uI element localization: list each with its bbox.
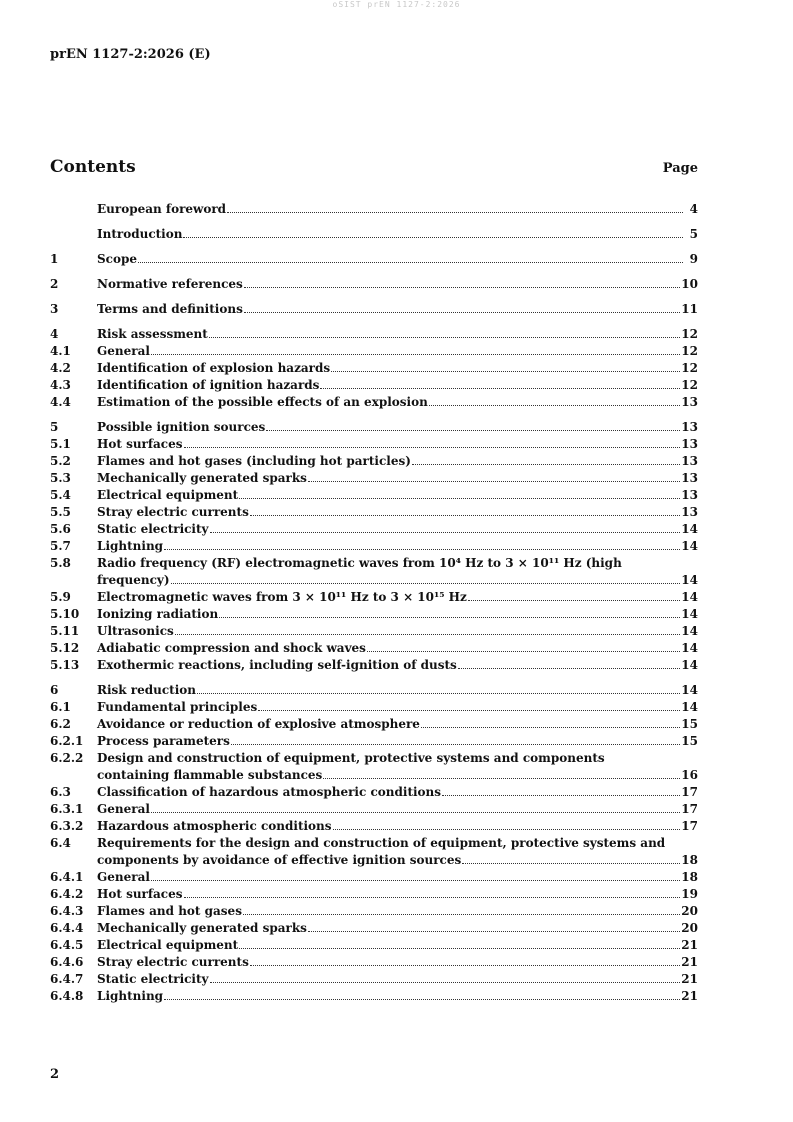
toc-entry-number: 6.4.1 — [50, 870, 84, 884]
toc-entry-title: Static electricity — [97, 972, 209, 986]
toc-entry[interactable] — [50, 606, 698, 623]
toc-entry-number: 5.8 — [50, 556, 71, 570]
toc-entry-title: Flames and hot gases (including hot particles) — [97, 454, 411, 468]
toc-entry[interactable] — [50, 419, 698, 436]
toc-entry-title: Flames and hot gases — [97, 904, 242, 918]
toc-entry[interactable] — [50, 301, 698, 318]
dot-leader — [320, 388, 680, 389]
toc-entry-number: 4.3 — [50, 378, 71, 392]
dot-leader — [308, 481, 680, 482]
toc-entry-page: 5 — [689, 227, 698, 241]
toc-entry[interactable] — [50, 971, 698, 988]
toc-entry-title: Static electricity — [97, 522, 209, 536]
toc-entry-title: Exothermic reactions, including self-ignition of dusts — [97, 658, 457, 672]
dot-leader — [458, 668, 681, 669]
dot-leader — [442, 795, 680, 796]
toc-entry[interactable] — [50, 869, 698, 886]
dot-leader — [468, 600, 680, 601]
toc-entry-number: 6.3 — [50, 785, 71, 799]
toc-entry[interactable] — [50, 886, 698, 903]
toc-entry[interactable] — [50, 251, 698, 268]
toc-entry-number: 5.4 — [50, 488, 71, 502]
toc-entry-number: 6.4.5 — [50, 938, 84, 952]
toc-entry-title: Identification of ignition hazards — [97, 378, 320, 392]
toc-entry-page: 19 — [681, 887, 698, 901]
toc-entry-title: Electrical equipment — [97, 488, 239, 502]
dot-leader — [266, 430, 680, 431]
toc-entry-page: 14 — [681, 607, 698, 621]
dot-leader — [219, 617, 680, 618]
dot-leader — [244, 312, 680, 313]
toc-entry-page: 14 — [681, 539, 698, 553]
toc-entry-title: Classification of hazardous atmospheric conditions — [97, 785, 442, 799]
toc-entry-title: General — [97, 344, 150, 358]
toc-entry[interactable] — [50, 835, 698, 869]
toc-entry-number: 6.4.2 — [50, 887, 84, 901]
toc-entry[interactable] — [50, 903, 698, 920]
toc-entry[interactable] — [50, 716, 698, 733]
toc-entry-page: 10 — [681, 277, 698, 291]
toc-entry[interactable] — [50, 555, 698, 589]
page-number: 2 — [50, 1067, 60, 1082]
toc-entry-title: Radio frequency (RF) electromagnetic waves from 10⁴ Hz to 3 × 10¹¹ Hz (high — [97, 556, 622, 570]
toc-entry-page: 20 — [681, 921, 698, 935]
toc-entry[interactable] — [50, 784, 698, 801]
toc-entry[interactable] — [50, 436, 698, 453]
toc-entry-page: 21 — [681, 989, 698, 1003]
dot-leader — [244, 287, 681, 288]
toc-entry-title: Mechanically generated sparks — [97, 921, 307, 935]
toc-entry[interactable] — [50, 394, 698, 411]
toc-entry[interactable] — [50, 589, 698, 606]
dot-leader — [412, 464, 680, 465]
toc-entry[interactable] — [50, 453, 698, 470]
toc-entry-page: 13 — [681, 420, 698, 434]
watermark: oSIST prEN 1127-2:2026 — [332, 0, 461, 9]
toc-entry-page: 14 — [681, 683, 698, 697]
toc-entry-page: 21 — [681, 955, 698, 969]
dot-leader — [250, 515, 680, 516]
dot-leader — [308, 931, 680, 932]
toc-entry[interactable] — [50, 657, 698, 674]
toc-entry-number: 1 — [50, 252, 59, 266]
toc-entry-page: 13 — [681, 488, 698, 502]
toc-entry-title: Lightning — [97, 539, 164, 553]
toc-entry-number: 6.2 — [50, 717, 71, 731]
toc-entry-title: Stray electric currents — [97, 955, 249, 969]
toc-entry-page: 13 — [681, 505, 698, 519]
dot-leader — [323, 778, 680, 779]
toc-entry-title: Ionizing radiation — [97, 607, 219, 621]
toc-entry-page: 17 — [681, 819, 698, 833]
toc-entry-number: 6.4.4 — [50, 921, 84, 935]
toc-entry-title: Scope — [97, 252, 138, 266]
toc-entry-number: 3 — [50, 302, 59, 316]
dot-leader — [331, 371, 680, 372]
toc-entry-title: Mechanically generated sparks — [97, 471, 307, 485]
dot-leader — [164, 999, 680, 1000]
toc-entry[interactable] — [50, 504, 698, 521]
toc-entry-page: 15 — [681, 717, 698, 731]
toc-entry-number: 6.4.8 — [50, 989, 84, 1003]
toc-entry-title: Estimation of the possible effects of an explosion — [97, 395, 428, 409]
dot-leader — [239, 498, 680, 499]
toc-entry-number: 5.5 — [50, 505, 71, 519]
dot-leader — [171, 583, 681, 584]
dot-leader — [429, 405, 680, 406]
toc-entry[interactable] — [50, 801, 698, 818]
toc-entry-title: Terms and definitions — [97, 302, 243, 316]
toc-entry-title: Hot surfaces — [97, 887, 183, 901]
contents-heading: Contents — [50, 157, 136, 177]
toc-entry-number: 5 — [50, 420, 59, 434]
toc-entry-title-continued: components by avoidance of effective ignition sources — [97, 853, 462, 867]
toc-entry-page: 17 — [681, 785, 698, 799]
toc-entry-page: 9 — [689, 252, 698, 266]
toc-entry-page: 12 — [681, 361, 698, 375]
toc-entry-page: 4 — [689, 202, 698, 216]
toc-entry-page: 16 — [681, 768, 698, 782]
document-id: prEN 1127-2:2026 (E) — [50, 47, 211, 62]
toc-entry-number: 5.13 — [50, 658, 80, 672]
toc-entry-number: 6.4.7 — [50, 972, 84, 986]
toc-entry-number: 5.9 — [50, 590, 71, 604]
toc-entry[interactable] — [50, 360, 698, 377]
toc-entry-number: 4.4 — [50, 395, 71, 409]
toc-entry[interactable] — [50, 226, 698, 243]
dot-leader — [239, 948, 680, 949]
toc-entry-page: 14 — [681, 573, 698, 587]
toc-entry[interactable] — [50, 699, 698, 716]
dot-leader — [210, 532, 681, 533]
toc-entry-title: Risk assessment — [97, 327, 208, 341]
toc-entry-number: 5.11 — [50, 624, 80, 638]
toc-entry[interactable] — [50, 640, 698, 657]
toc-entry[interactable] — [50, 682, 698, 699]
toc-entry-title: Avoidance or reduction of explosive atmosphere — [97, 717, 420, 731]
toc-entry-page: 21 — [681, 972, 698, 986]
toc-entry[interactable] — [50, 521, 698, 538]
dot-leader — [462, 863, 680, 864]
dot-leader — [243, 914, 680, 915]
toc-entry-page: 21 — [681, 938, 698, 952]
toc-entry-page: 12 — [681, 327, 698, 341]
dot-leader — [367, 651, 680, 652]
toc-entry-number: 6.2.2 — [50, 751, 84, 765]
toc-entry-title: General — [97, 802, 150, 816]
toc-entry-page: 14 — [681, 658, 698, 672]
dot-leader — [209, 337, 680, 338]
toc-entry-title-continued: frequency) — [97, 573, 170, 587]
toc-entry-number: 6 — [50, 683, 59, 697]
toc-entry[interactable] — [50, 988, 698, 1005]
toc-entry-page: 14 — [681, 624, 698, 638]
toc-entry-number: 5.1 — [50, 437, 71, 451]
dot-leader — [197, 693, 680, 694]
toc-entry-page: 12 — [681, 378, 698, 392]
toc-entry-title: Possible ignition sources — [97, 420, 266, 434]
toc-entry-page: 14 — [681, 700, 698, 714]
toc-entry[interactable] — [50, 470, 698, 487]
toc-entry-title: Hazardous atmospheric conditions — [97, 819, 332, 833]
toc-entry-title: Requirements for the design and construction of equipment, protective systems and — [97, 836, 666, 850]
toc-entry[interactable] — [50, 750, 698, 784]
toc-entry-page: 14 — [681, 641, 698, 655]
dot-leader — [151, 354, 680, 355]
dot-leader — [421, 727, 680, 728]
toc-entry[interactable] — [50, 343, 698, 360]
toc-entry-number: 4 — [50, 327, 59, 341]
toc-entry-page: 13 — [681, 395, 698, 409]
toc-entry-title: Electromagnetic waves from 3 × 10¹¹ Hz to 3 × 10¹⁵ Hz — [97, 590, 467, 604]
toc-entry-number: 6.4.3 — [50, 904, 84, 918]
toc-entry-number: 5.2 — [50, 454, 71, 468]
toc-entry[interactable] — [50, 818, 698, 835]
toc-entry[interactable] — [50, 326, 698, 343]
toc-entry-page: 13 — [681, 454, 698, 468]
toc-entry-title: General — [97, 870, 150, 884]
toc-entry-page: 20 — [681, 904, 698, 918]
toc-entry[interactable] — [50, 487, 698, 504]
toc-entry-title: Design and construction of equipment, protective systems and components — [97, 751, 605, 765]
dot-leader — [151, 880, 680, 881]
dot-leader — [151, 812, 680, 813]
toc-entry-title: Electrical equipment — [97, 938, 239, 952]
toc-entry[interactable] — [50, 538, 698, 555]
toc-entry[interactable] — [50, 377, 698, 394]
toc-entry-number: 6.1 — [50, 700, 71, 714]
toc-entry[interactable] — [50, 733, 698, 750]
toc-entry-number: 6.2.1 — [50, 734, 84, 748]
toc-entry-page: 13 — [681, 437, 698, 451]
toc-entry-title: Fundamental principles — [97, 700, 258, 714]
toc-entry-number: 6.4 — [50, 836, 71, 850]
toc-entry-number: 2 — [50, 277, 59, 291]
dot-leader — [231, 744, 680, 745]
dot-leader — [184, 447, 681, 448]
toc-entry-title: Ultrasonics — [97, 624, 174, 638]
toc-entry[interactable] — [50, 623, 698, 640]
toc-entry-title: Process parameters — [97, 734, 230, 748]
toc-entry-page: 14 — [681, 522, 698, 536]
toc-entry-number: 6.3.2 — [50, 819, 84, 833]
toc-entry-title: Hot surfaces — [97, 437, 183, 451]
dot-leader — [138, 262, 683, 263]
toc-entry[interactable] — [50, 201, 698, 218]
dot-leader — [175, 634, 681, 635]
toc-entry-number: 5.3 — [50, 471, 71, 485]
toc-entry-page: 18 — [681, 853, 698, 867]
toc-entry-number: 6.3.1 — [50, 802, 84, 816]
toc-entry-title: European foreword — [97, 202, 227, 216]
toc-entry-page: 12 — [681, 344, 698, 358]
dot-leader — [250, 965, 680, 966]
dot-leader — [164, 549, 680, 550]
toc-entry-page: 17 — [681, 802, 698, 816]
toc-entry-title: Introduction — [97, 227, 183, 241]
dot-leader — [258, 710, 680, 711]
toc-entry-number: 5.10 — [50, 607, 80, 621]
dot-leader — [183, 237, 683, 238]
table-of-contents — [50, 201, 698, 1005]
toc-entry[interactable] — [50, 920, 698, 937]
toc-entry-number: 5.7 — [50, 539, 71, 553]
toc-entry-title: Lightning — [97, 989, 164, 1003]
toc-entry[interactable] — [50, 954, 698, 971]
page-column-label: Page — [662, 161, 698, 176]
dot-leader — [184, 897, 681, 898]
toc-entry-page: 18 — [681, 870, 698, 884]
toc-entry-number: 6.4.6 — [50, 955, 84, 969]
toc-entry-number: 5.6 — [50, 522, 71, 536]
toc-entry-title: Identification of explosion hazards — [97, 361, 331, 375]
toc-entry[interactable] — [50, 276, 698, 293]
toc-entry-page: 15 — [681, 734, 698, 748]
toc-entry-page: 14 — [681, 590, 698, 604]
toc-entry-title: Normative references — [97, 277, 243, 291]
dot-leader — [210, 982, 681, 983]
toc-entry-page: 11 — [681, 302, 698, 316]
toc-entry-number: 4.2 — [50, 361, 71, 375]
dot-leader — [227, 212, 683, 213]
toc-entry-title: Risk reduction — [97, 683, 196, 697]
toc-entry[interactable] — [50, 937, 698, 954]
toc-entry-number: 4.1 — [50, 344, 71, 358]
dot-leader — [333, 829, 681, 830]
toc-entry-number: 5.12 — [50, 641, 80, 655]
toc-entry-title: Adiabatic compression and shock waves — [97, 641, 366, 655]
toc-entry-title: Stray electric currents — [97, 505, 249, 519]
toc-entry-title-continued: containing flammable substances — [97, 768, 323, 782]
toc-entry-page: 13 — [681, 471, 698, 485]
